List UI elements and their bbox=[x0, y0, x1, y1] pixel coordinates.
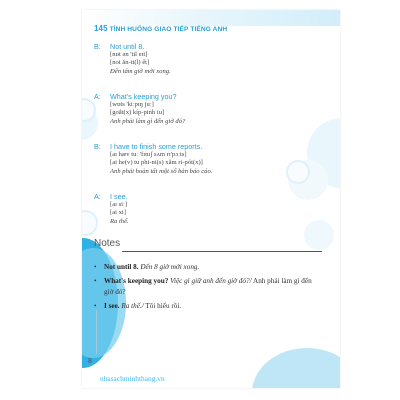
bullet-icon: • bbox=[94, 302, 97, 310]
ipa-line: [wɒts 'kiːpɪŋ juː] bbox=[110, 101, 154, 108]
notes-heading: Notes bbox=[94, 238, 121, 249]
english-line: What's keeping you? bbox=[110, 92, 177, 101]
page-number: 8 bbox=[88, 358, 92, 365]
book-title-text: TÌNH HUỐNG GIAO TIẾP TIẾNG ANH bbox=[107, 26, 228, 33]
bullet-icon: • bbox=[94, 277, 97, 285]
pronunciation-line: [not ăn-ti(l) ết] bbox=[110, 59, 150, 67]
decorative-ring bbox=[82, 210, 98, 236]
note-translation: Đến 8 giờ mới xong. bbox=[140, 263, 200, 271]
book-title bbox=[94, 24, 227, 33]
note-translation: Ra thế./ bbox=[121, 302, 144, 310]
vietnamese-line: Anh phải hoàn tất một số bản báo cáo. bbox=[110, 167, 213, 175]
pronunciation-line: [goắt(x) kíp-pinh iu] bbox=[110, 109, 165, 117]
vietnamese-line: Anh phải làm gì đến giờ đó? bbox=[110, 117, 186, 125]
note-term: Not until 8. bbox=[104, 263, 139, 271]
bullet-icon: • bbox=[94, 263, 97, 271]
note-item bbox=[94, 301, 316, 312]
note-translation: Việc gì giữ anh đến giờ đó?/ bbox=[170, 277, 252, 285]
decorative-circle bbox=[252, 348, 340, 388]
vietnamese-line: Đến tám giờ mới xong. bbox=[110, 67, 171, 75]
speaker-label: A: bbox=[94, 92, 101, 101]
note-term: I see. bbox=[104, 302, 120, 310]
vietnamese-line: Ra thế. bbox=[110, 217, 129, 225]
note-term: What's keeping you? bbox=[104, 277, 169, 285]
speaker-label: B: bbox=[94, 142, 101, 151]
note-item bbox=[94, 276, 316, 298]
note-explanation: Anh phải làm gì đến giờ đó? bbox=[104, 277, 312, 296]
footer-website: nhasachminhthang.vn bbox=[100, 374, 165, 383]
note-item bbox=[94, 262, 316, 273]
ipa-line: [aɪ siː] bbox=[110, 201, 128, 208]
book-page bbox=[82, 10, 340, 388]
margin-line bbox=[96, 310, 97, 354]
book-title-number: 145 bbox=[94, 24, 108, 33]
ipa-line: [aɪ hæv tuː 'fɪnɪʃ sʌm rɪ'pɔːts] bbox=[110, 151, 187, 158]
english-line: Not until 8. bbox=[110, 42, 145, 51]
speaker-label: B: bbox=[94, 42, 101, 51]
note-explanation: Tôi hiểu rồi. bbox=[145, 302, 182, 310]
pronunciation-line: [ai he(v) tu phi-ni(s) xăm ri-pót(x)] bbox=[110, 159, 203, 167]
notes-divider bbox=[122, 251, 322, 252]
pronunciation-line: [ai xi] bbox=[110, 209, 126, 217]
speaker-label: A: bbox=[94, 192, 101, 201]
english-line: I see. bbox=[110, 192, 128, 201]
english-line: I have to finish some reports. bbox=[110, 142, 203, 151]
ipa-line: [nɒt ən 'til eɪt] bbox=[110, 51, 148, 58]
